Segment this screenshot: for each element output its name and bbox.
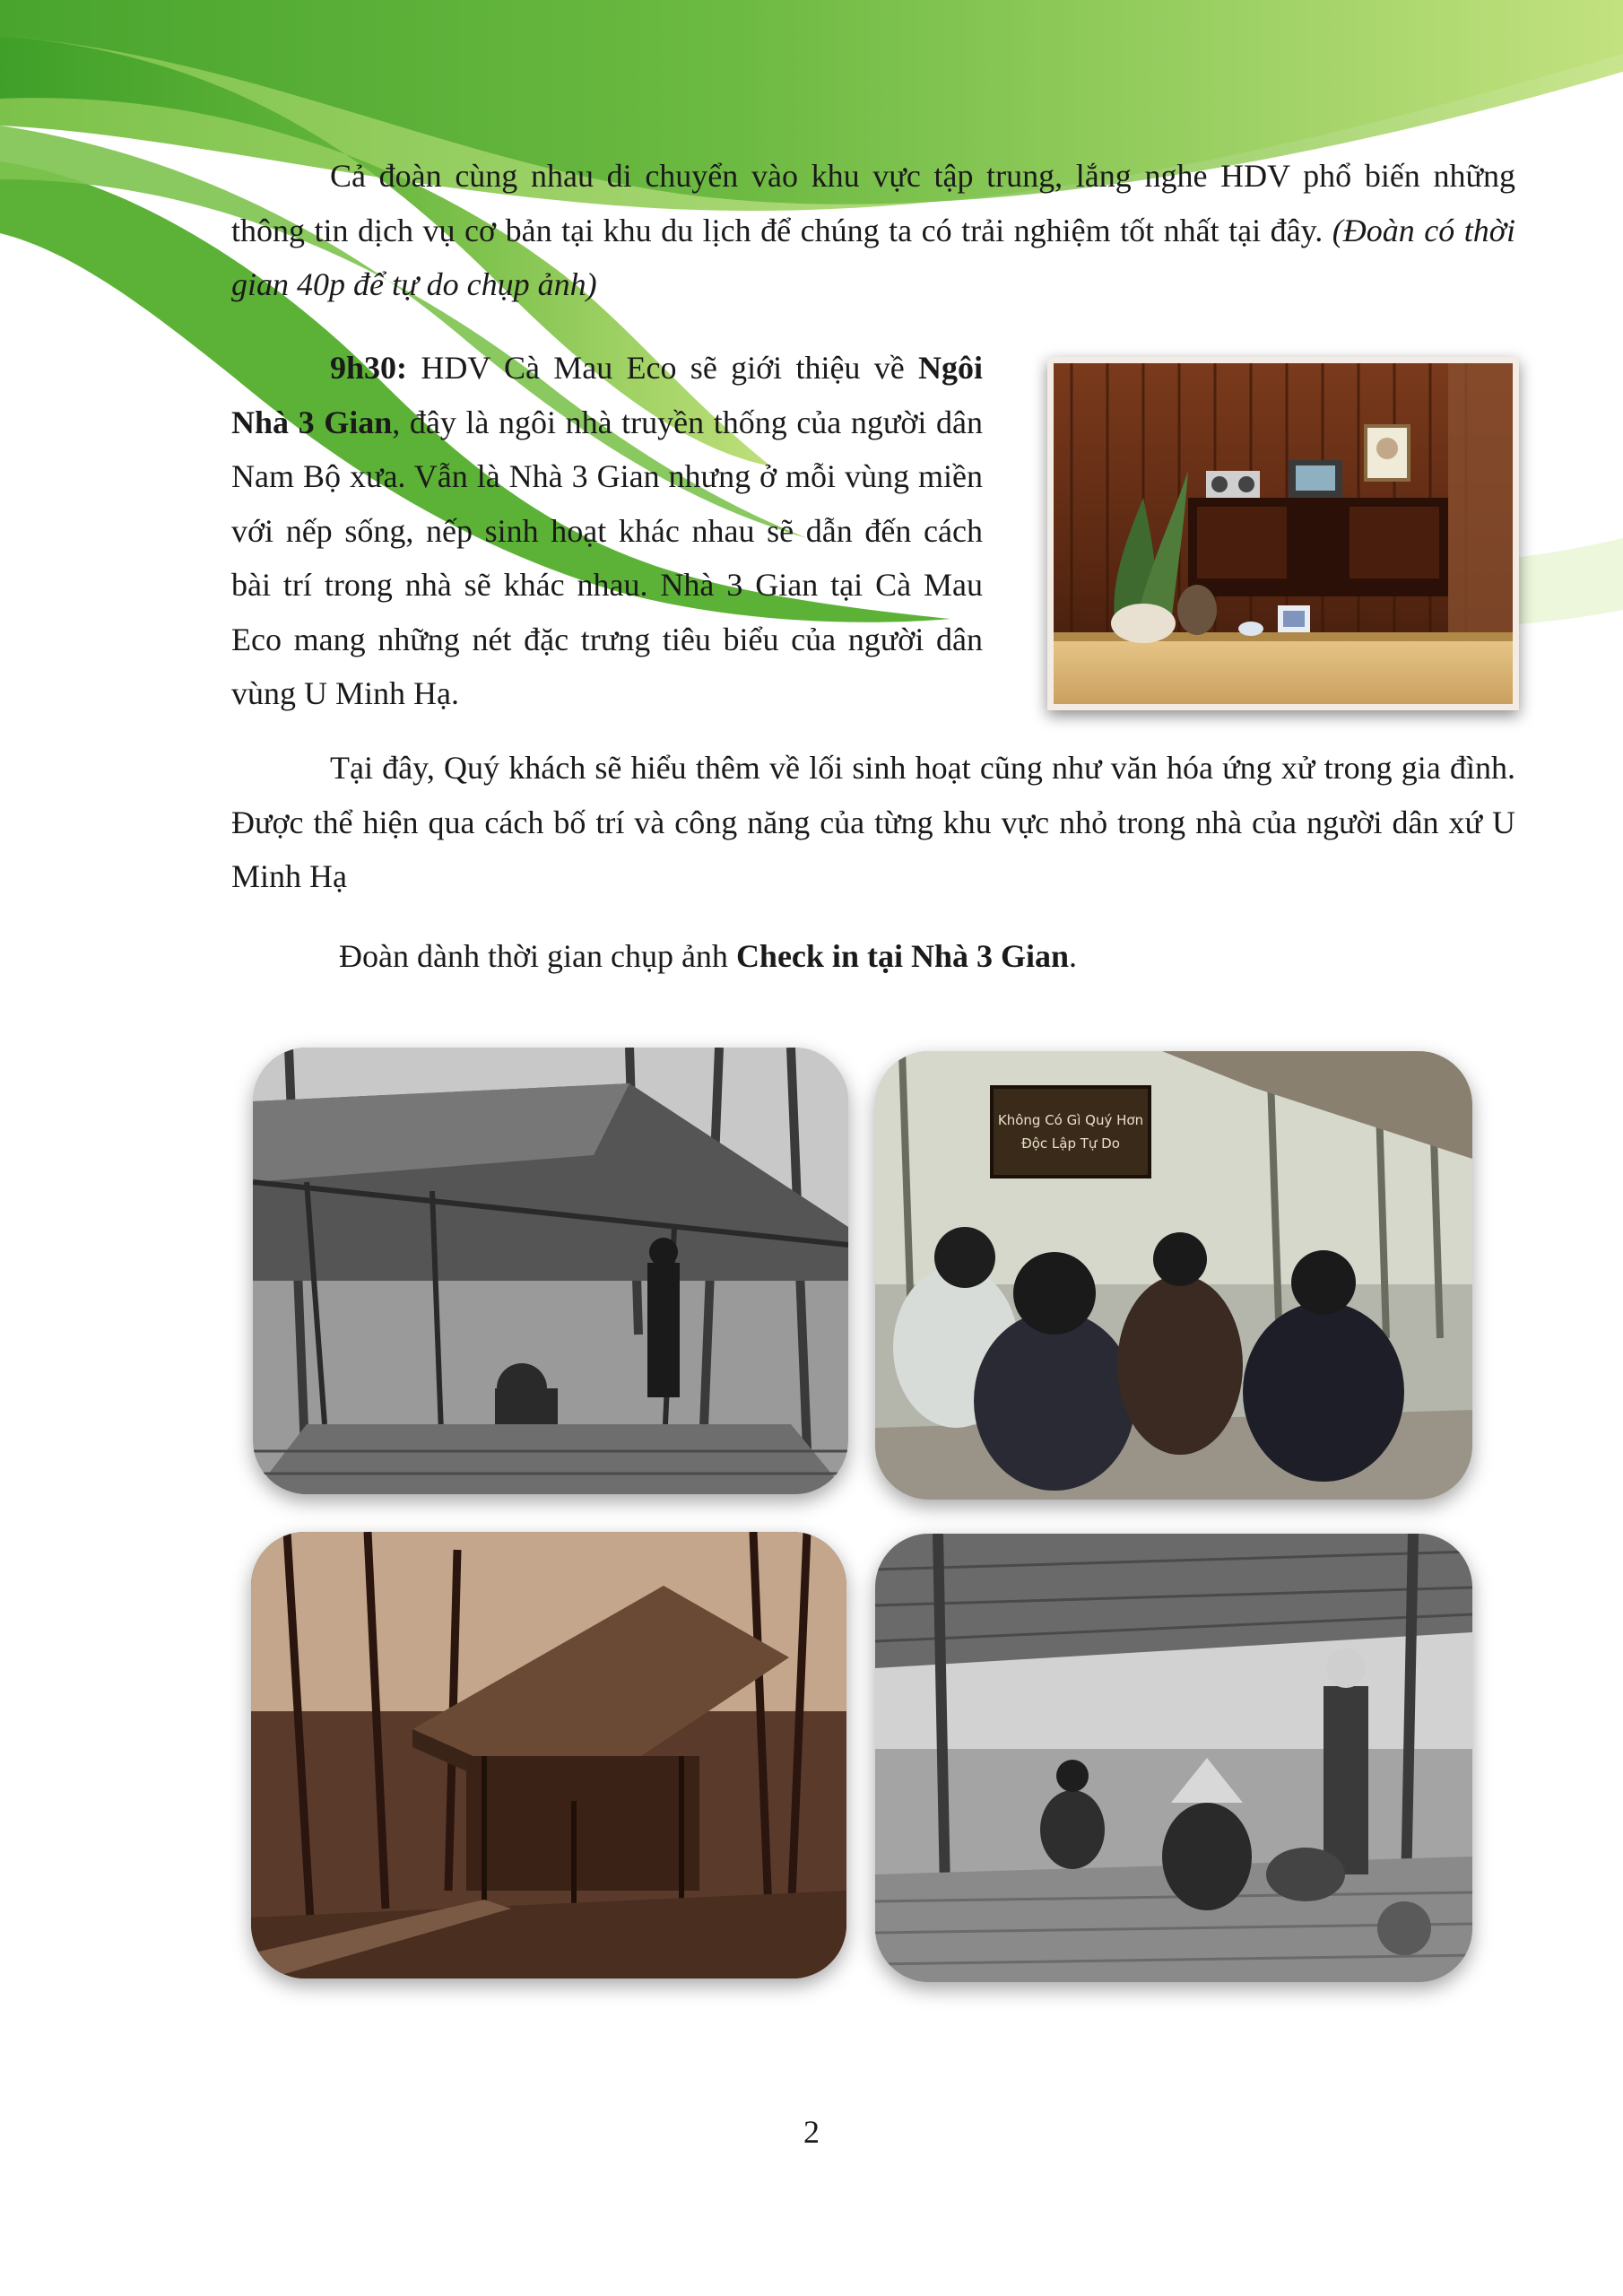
house-interior-photo [1047, 357, 1519, 710]
women-working-photo [875, 1534, 1472, 1982]
intro-text: Cả đoàn cùng nhau di chuyển vào khu vực tập trung, lắng nghe HDV phổ biến những thông tin dịch vụ cơ bản tại khu du lịch để chúng ta có trải nghiệm tốt nhất tại đây. [231, 158, 1515, 248]
page-number: 2 [803, 2114, 820, 2150]
checkin-bold: Check in tại Nhà 3 Gian [735, 938, 1069, 974]
checkin-text-a: Đoàn dành thời gian chụp ảnh [339, 938, 736, 974]
sign-line-2: Độc Lập Tự Do [1021, 1135, 1120, 1152]
mangrove-hut-photo [251, 1532, 846, 1979]
hut-bw-photo [253, 1048, 848, 1494]
visitors-sitting-image [875, 1051, 1472, 1500]
house-interior-image [1054, 363, 1513, 704]
sign-line-1: Không Có Gì Quý Hơn [997, 1112, 1144, 1128]
house-intro-text-b: , đây là ngôi nhà truyền thống của người dân Nam Bộ xưa. Vẫn là Nhà 3 Gian nhưng ở mỗi vùng miền với nếp sống, nếp sinh hoạt khác nhau sẽ dẫn đến cách bài trí trong nhà sẽ khác nhau. Nhà 3 Gian tại Cà Mau Eco mang những nét đặc trưng tiêu biểu của người dân vùng U Minh Hạ. [231, 404, 984, 711]
time-label: 9h30: [330, 350, 408, 386]
women-working-image [875, 1534, 1472, 1982]
intro-italic-note: (Đoàn có thời gian 40p để tự do chụp ảnh) [231, 212, 1515, 302]
house-intro-paragraph [231, 341, 983, 721]
hut-bw-image [253, 1048, 848, 1494]
checkin-text-b: . [1069, 938, 1077, 974]
checkin-paragraph [231, 929, 1515, 984]
intro-paragraph [231, 149, 1515, 312]
mangrove-hut-image [251, 1532, 846, 1979]
house-intro-text-a: HDV Cà Mau Eco sẽ giới thiệu về [407, 350, 918, 386]
place-name: Ngôi Nhà 3 Gian [231, 350, 983, 440]
culture-paragraph: Tại đây, Quý khách sẽ hiểu thêm về lối sinh hoạt cũng như văn hóa ứng xử trong gia đình. Được thể hiện qua cách bố trí và công năng của từng khu vực nhỏ trong nhà của người dân xứ U Minh Hạ [231, 750, 1515, 894]
visitors-sitting-photo [875, 1051, 1472, 1500]
